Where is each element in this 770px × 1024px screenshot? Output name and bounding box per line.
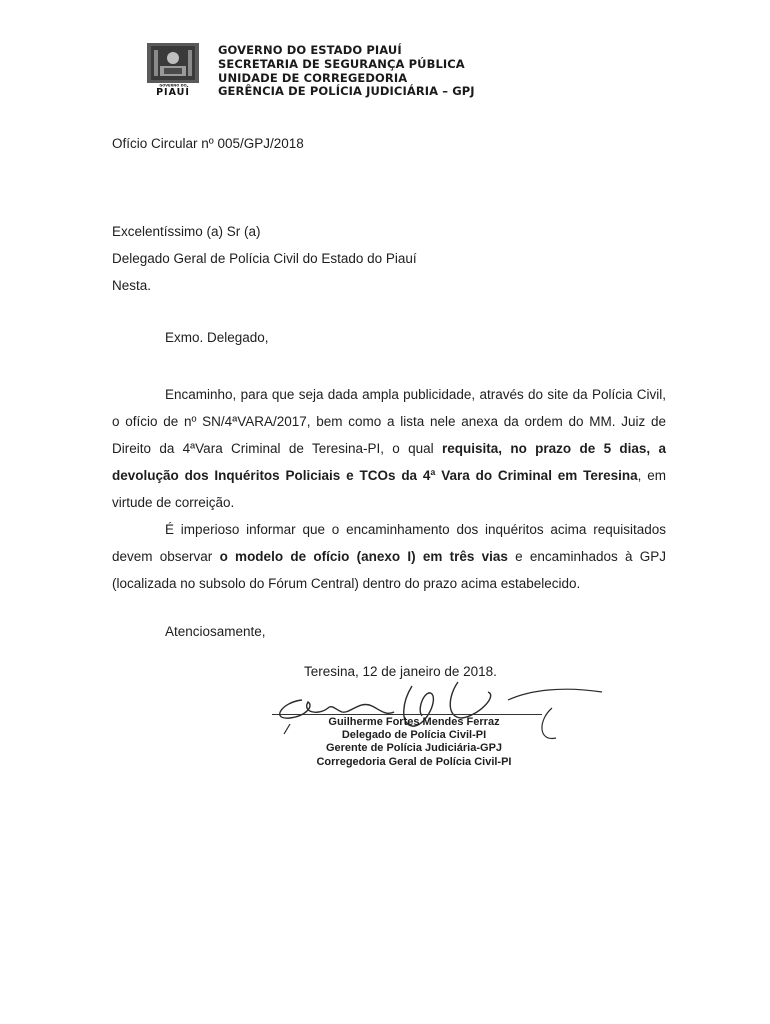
paragraph2-text-a: É imperioso informar que o encaminhamento dos inquéritos acima requisitados devem observar	[112, 522, 666, 564]
svg-text:GOVERNO DO: GOVERNO DO	[159, 83, 187, 88]
paragraph1-bold-text: requisita, no prazo de 5 dias, a devolução dos Inquéritos Policiais e TCOs da 4ª Vara do Criminal em Teresina	[112, 441, 667, 483]
header-line-secretariat: SECRETARIA DE SEGURANÇA PÚBLICA	[218, 56, 465, 71]
paragraph1-text-b: , em virtude de correição.	[112, 468, 666, 510]
paragraph2-bold-text: o modelo de ofício (anexo I) em três vias	[219, 549, 508, 564]
paragraph2-text-b: e encaminhados à GPJ (localizada no subsolo do Fórum Central) dentro do prazo acima estabelecido.	[112, 549, 666, 591]
paragraph1-text-a: Encaminho, para que seja dada ampla publicidade, através do site da Polícia Civil, o ofício de nº SN/4ªVARA/2017, bem como a lista nele anexa da ordem do MM. Juiz de Direito da 4ªVara Criminal de Teresina-PI, o qual	[112, 387, 666, 456]
header-line-management: GERÊNCIA DE POLÍCIA JUDICIÁRIA – GPJ	[218, 84, 475, 99]
header-line-unit: UNIDADE DE CORREGEDORIA	[218, 70, 408, 85]
signature-line	[272, 714, 542, 715]
svg-text:PIAUÍ: PIAUÍ	[156, 87, 190, 96]
closing: Atenciosamente,	[165, 624, 266, 639]
signer-block	[272, 716, 556, 769]
signer-title-2: Gerente de Polícia Judiciária-GPJ	[325, 742, 503, 755]
addressee-line-2: Delegado Geral de Polícia Civil do Estado do Piauí	[112, 251, 417, 266]
addressee-block	[112, 218, 417, 299]
body-paragraph-1	[112, 381, 666, 516]
place-date: Teresina, 12 de janeiro de 2018.	[304, 664, 497, 679]
addressee-line-1: Excelentíssimo (a) Sr (a)	[112, 224, 261, 239]
signer-name: Guilherme Fortes Mendes Ferraz	[328, 716, 500, 728]
header-institution-lines	[218, 44, 475, 99]
signer-title-3: Corregedoria Geral de Polícia Civil-PI	[316, 755, 512, 768]
addressee-line-3: Nesta.	[112, 278, 152, 293]
signer-title-1: Delegado de Polícia Civil-PI	[341, 729, 487, 742]
header-line-government: GOVERNO DO ESTADO PIAUÍ	[218, 43, 402, 57]
state-coat-of-arms-logo	[146, 42, 200, 96]
office-number: Ofício Circular nº 005/GPJ/2018	[112, 136, 304, 151]
salutation: Exmo. Delegado,	[165, 330, 269, 345]
body-paragraph-2	[112, 516, 666, 597]
